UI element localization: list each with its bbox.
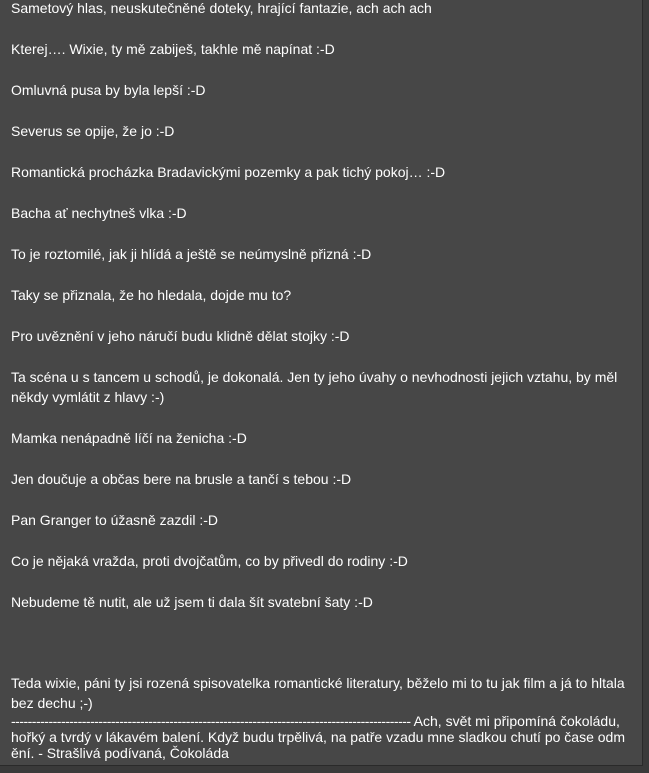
- comment-line: Severus se opije, že jo :-D: [11, 123, 175, 139]
- paragraph-gap: [11, 264, 630, 285]
- paragraph-gap: [11, 18, 630, 39]
- comment-line: To je roztomilé, jak ji hlídá a ještě se neúmyslně přizná :-D: [11, 246, 372, 262]
- paragraph-gap: [11, 141, 630, 162]
- comment-line: Romantická procházka Bradavickými pozemky a pak tichý pokoj… :-D: [11, 164, 446, 180]
- comment-line: Co je nějaká vražda, proti dvojčatům, co by přivedl do rodiny :-D: [11, 553, 408, 569]
- paragraph-gap: [11, 182, 630, 203]
- paragraph-gap: [11, 59, 630, 80]
- paragraph-gap: [11, 530, 630, 551]
- paragraph-gap: [11, 407, 630, 428]
- paragraph-gap: [11, 612, 630, 673]
- comment-line: Pan Granger to úžasně zazdil :-D: [11, 512, 218, 528]
- comment-line: Taky se přiznala, že ho hledala, dojde mu to?: [11, 287, 292, 303]
- comment-line: Kterej…. Wixie, ty mě zabiješ, takhle mě napínat :-D: [11, 41, 335, 57]
- paragraph-gap: [11, 489, 630, 510]
- comment-line: Sametový hlas, neuskutečněné doteky, hrající fantazie, ach ach ach: [11, 0, 432, 16]
- comment-line: Jen doučuje a občas bere na brusle a tančí s tebou :-D: [11, 471, 352, 487]
- paragraph-gap: [11, 448, 630, 469]
- signature: [11, 713, 630, 761]
- comment-line: Nebudeme tě nutit, ale už jsem ti dala šít svatební šaty :-D: [11, 594, 373, 610]
- paragraph-gap: [11, 571, 630, 592]
- paragraph-gap: [11, 100, 630, 121]
- paragraph-gap: [11, 305, 630, 326]
- comment-line: Ta scéna u s tancem u schodů, je dokonalá. Jen ty jeho úvahy o nevhodnosti jejich vztahu, by měl někdy vymlátit z hlavy :-): [11, 369, 618, 405]
- comment-line: Pro uvěznění v jeho náručí budu klidně dělat stojky :-D: [11, 328, 350, 344]
- comment-line: Omluvná pusa by byla lepší :-D: [11, 82, 206, 98]
- paragraph-gap: [11, 223, 630, 244]
- signature-separator: ------------------------------------------------------------------------------------------------: [11, 713, 411, 729]
- comment-closing: Teda wixie, páni ty jsi rozená spisovatelka romantické literatury, běželo mi to tu jak film a já to hltala bez dechu ;-): [11, 675, 625, 711]
- comment-line: Bacha ať nechytneš vlka :-D: [11, 205, 187, 221]
- comment-line: Mamka nenápadně líčí na ženicha :-D: [11, 430, 247, 446]
- signature-text: Ach, svět mi připomíná čokoládu, hořký a tvrdý v lákavém balení. Když budu trpělivá, na patře vzadu mne sladkou chutí po čase odmění. - Strašlivá podívaná, Čokoláda: [11, 713, 625, 761]
- paragraph-gap: [11, 346, 630, 367]
